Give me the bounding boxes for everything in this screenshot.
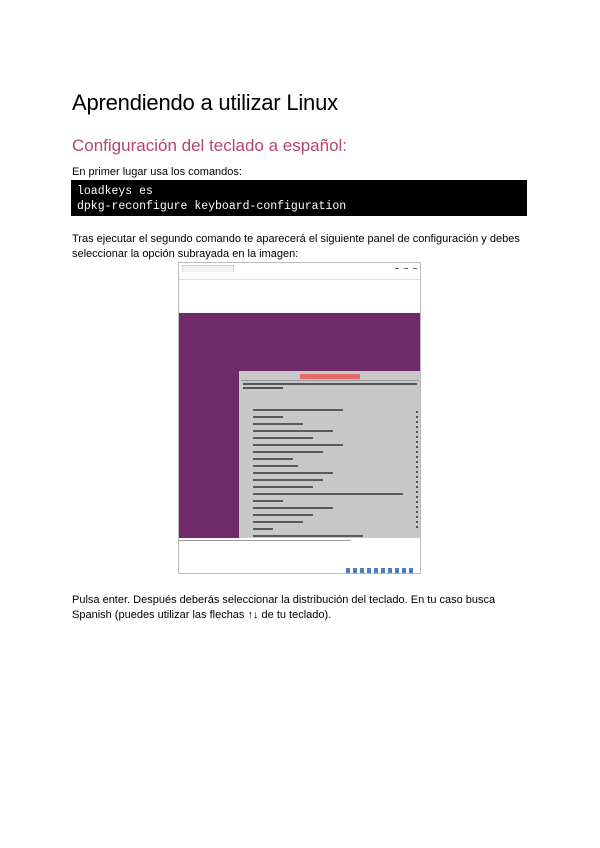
screenshot-window-titlebar	[179, 263, 420, 273]
screenshot-statusbar-icons	[346, 568, 416, 573]
page-title: Aprendiendo a utilizar Linux	[72, 90, 338, 115]
closing-paragraph: Pulsa enter. Después deberás seleccionar la distribución del teclado. En tu caso busca Spanish (puedes utilizar las flechas ↑↓ de tu teclado).	[72, 594, 496, 621]
screenshot-menubar	[179, 273, 420, 280]
dialog-title-bar	[300, 374, 360, 379]
code-line-2: dpkg-reconfigure keyboard-configuration	[77, 200, 347, 213]
code-line-1: loadkeys es	[77, 185, 153, 198]
screenshot-tab	[182, 265, 234, 272]
screenshot-terminal	[179, 313, 420, 538]
code-block	[71, 180, 527, 216]
instruction-paragraph: Tras ejecutar el segundo comando te aparecerá el siguiente panel de configuración y debes seleccionar la opción subrayada en la imagen:	[72, 233, 520, 260]
intro-paragraph: En primer lugar usa los comandos:	[72, 166, 242, 178]
screenshot-window-buttons	[395, 268, 417, 269]
dialog-scrollbar	[416, 411, 418, 531]
keyboard-configuration-screenshot	[178, 262, 421, 574]
section-heading: Configuración del teclado a español:	[72, 136, 348, 155]
